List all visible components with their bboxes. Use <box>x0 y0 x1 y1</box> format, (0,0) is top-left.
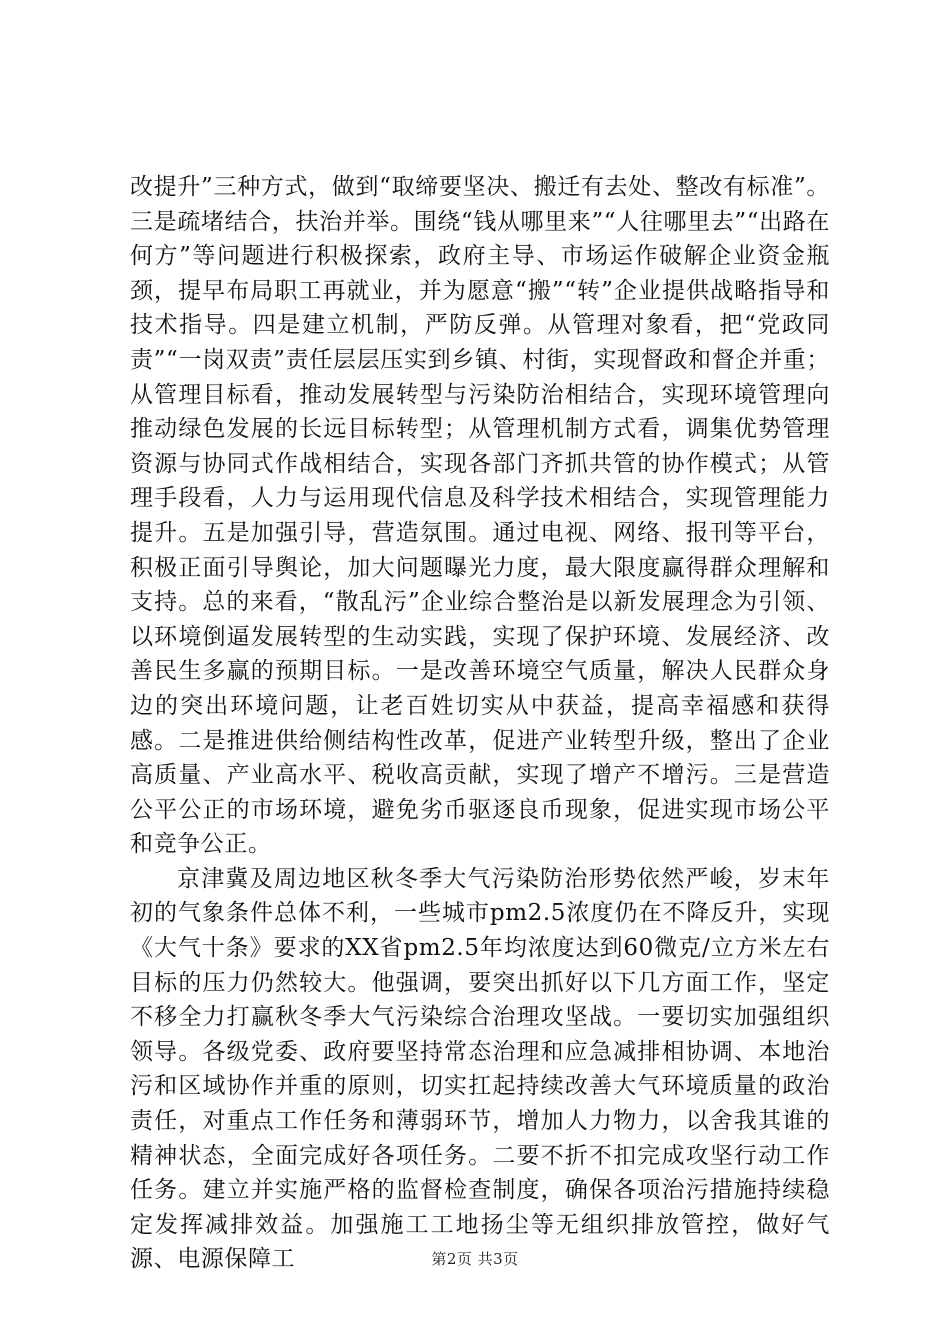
paragraph-1: 改提升”三种方式，做到“取缔要坚决、搬迁有去处、整改有标准”。三是疏堵结合，扶治并举。围绕“钱从哪里来”“人往哪里去”“出路在何方”等问题进行积极探索，政府主导、市场运作破解企业资金瓶颈，提早布局职工再就业，并为愿意“搬”“转”企业提供战略指导和技术指导。四是建立机制，严防反弹。从管理对象看，把“党政同责”“一岗双责”责任层层压实到乡镇、村街，实现督政和督企并重；从管理目标看，推动发展转型与污染防治相结合，实现环境管理向推动绿色发展的长远目标转型；从管理机制方式看，调集优势管理资源与协同式作战相结合，实现各部门齐抓共管的协作模式；从管理手段看，人力与运用现代信息及科学技术相结合，实现管理能力提升。五是加强引导，营造氛围。通过电视、网络、报刊等平台，积极正面引导舆论，加大问题曝光力度，最大限度赢得群众理解和支持。总的来看，“散乱污”企业综合整治是以新发展理念为引领、以环境倒逼发展转型的生动实践，实现了保护环境、发展经济、改善民生多赢的预期目标。一是改善环境空气质量，解决人民群众身边的突出环境问题，让老百姓切实从中获益，提高幸福感和获得感。二是推进供给侧结构性改革，促进产业转型升级，整出了企业高质量、产业高水平、税收高贡献，实现了增产不增污。三是营造公平公正的市场环境，避免劣币驱逐良币现象，促进实现市场公平和竞争公正。 <box>130 174 830 858</box>
page-number-footer: 第2页 共3页 <box>431 1250 519 1268</box>
document-body <box>130 170 830 1277</box>
paragraph-2: 京津冀及周边地区秋冬季大气污染防治形势依然严峻，岁末年初的气象条件总体不利，一些城市pm2.5浓度仍在不降反升，实现《大气十条》要求的XX省pm2.5年均浓度达到60微克/立方米左右目标的压力仍然较大。他强调，要突出抓好以下几方面工作，坚定不移全力打赢秋冬季大气污染综合治理攻坚战。一要切实加强组织领导。各级党委、政府要坚持常态治理和应急减排相协调、本地治污和区域协作并重的原则，切实扛起持续改善大气环境质量的政治责任，对重点工作任务和薄弱环节，增加人力物力，以舍我其谁的精神状态，全面完成好各项任务。二要不折不扣完成攻坚行动工作任务。建立并实施严格的监督检查制度，确保各项治污措施持续稳定发挥减排效益。加强施工工地扬尘等无组织排放管控，做好气源、电源保障工 <box>130 865 830 1273</box>
